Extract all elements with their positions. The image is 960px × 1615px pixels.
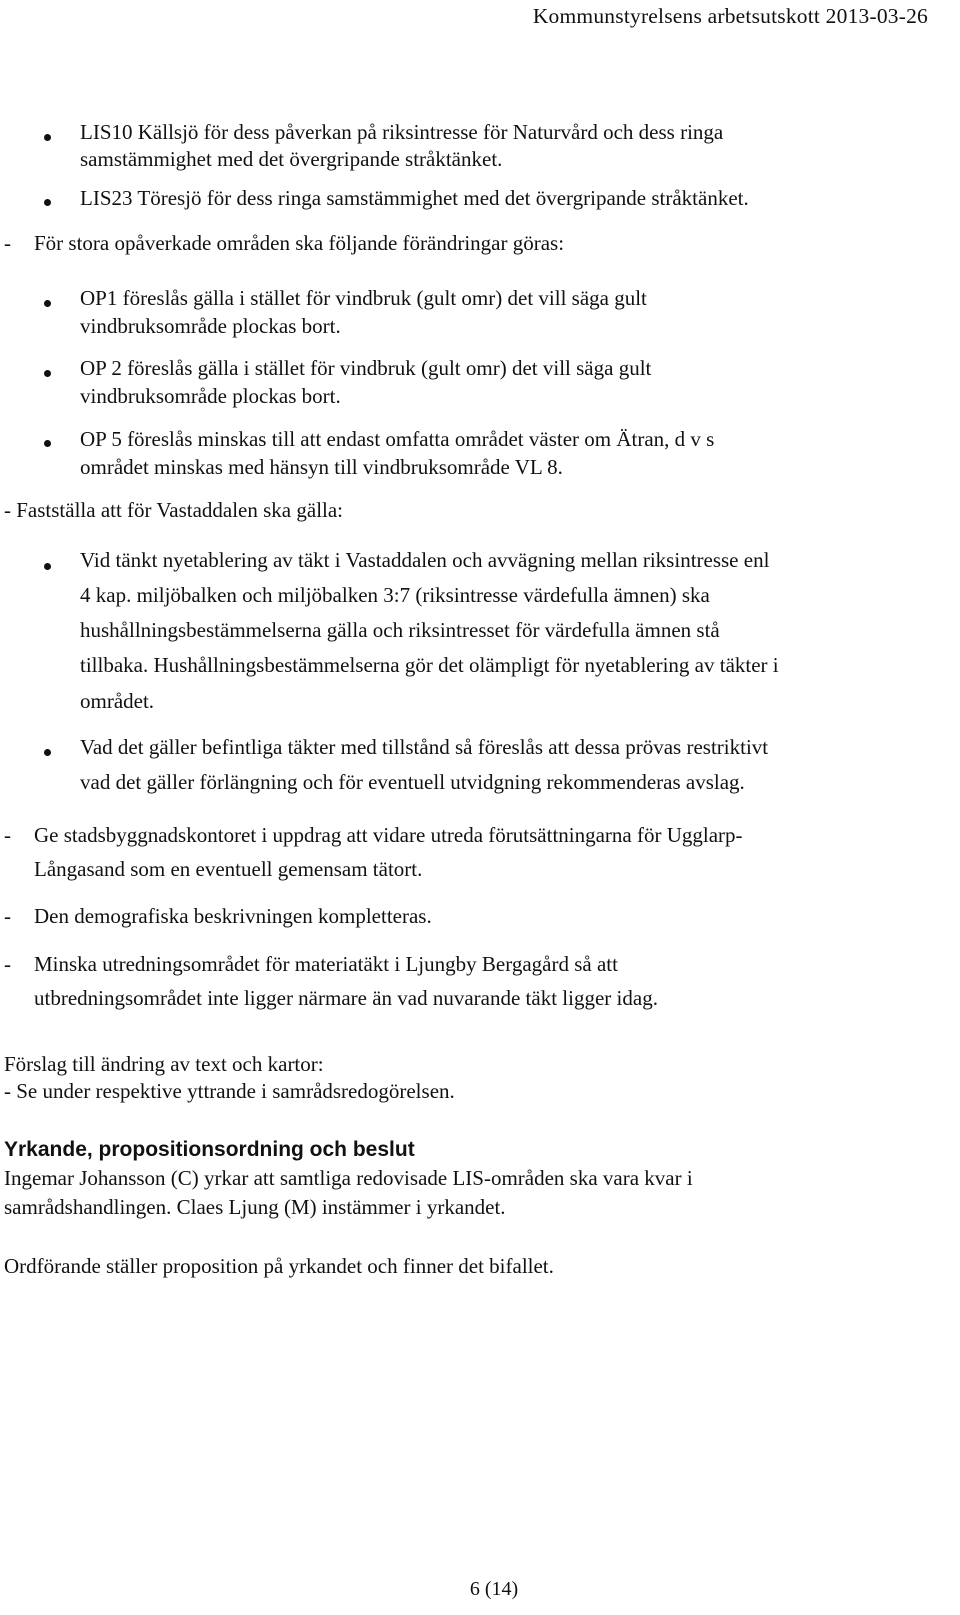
section-intro: - Fastställa att för Vastaddalen ska gälla: bbox=[4, 498, 344, 522]
paragraph-line: samrådshandlingen. Claes Ljung (M) instämmer i yrkandet. bbox=[4, 1195, 506, 1219]
bullet-icon bbox=[44, 749, 51, 756]
list-item-line: vindbruksområde plockas bort. bbox=[80, 384, 341, 408]
proposal-title: Förslag till ändring av text och kartor: bbox=[4, 1052, 324, 1076]
list-item-line: OP 5 föreslås minskas till att endast omfatta området väster om Ätran, d v s bbox=[80, 427, 715, 451]
list-item-line: tillbaka. Hushållningsbestämmelserna gör det olämpligt för nyetablering av täkter i bbox=[80, 653, 779, 677]
list-item-line: vindbruksområde plockas bort. bbox=[80, 314, 341, 338]
list-item-line: Vad det gäller befintliga täkter med tillstånd så föreslås att dessa prövas restriktivt bbox=[80, 735, 769, 759]
bullet-icon bbox=[44, 300, 51, 307]
list-item-line: OP 2 föreslås gälla i stället för vindbruk (gult omr) det vill säga gult bbox=[80, 356, 652, 380]
dash-marker: - bbox=[4, 823, 11, 847]
bullet-icon bbox=[44, 370, 51, 377]
list-item-line: samstämmighet med det övergripande stråktänket. bbox=[80, 147, 503, 171]
list-item-line: hushållningsbestämmelserna gälla och riksintresset för värdefulla ämnen stå bbox=[80, 618, 720, 642]
bullet-icon bbox=[44, 440, 51, 447]
list-item-line: området. bbox=[80, 689, 155, 713]
section-intro: För stora opåverkade områden ska följande förändringar göras: bbox=[34, 231, 565, 255]
list-item-line: Ge stadsbyggnadskontoret i uppdrag att vidare utreda förutsättningarna för Ugglarp- bbox=[34, 823, 743, 847]
list-item-line: Minska utredningsområdet för materiatäkt i Ljungby Bergagård så att bbox=[34, 952, 618, 976]
list-item-line: Vid tänkt nyetablering av täkt i Vastaddalen och avvägning mellan riksintresse enl bbox=[80, 548, 770, 572]
section-heading: Yrkande, propositionsordning och beslut bbox=[4, 1138, 415, 1161]
list-item-line: utbredningsområdet inte ligger närmare än vad nuvarande täkt ligger idag. bbox=[34, 986, 658, 1010]
list-item-line: Långasand som en eventuell gemensam tätort. bbox=[34, 857, 423, 881]
dash-marker: - bbox=[4, 952, 11, 976]
dash-marker: - bbox=[4, 231, 11, 255]
list-item-line: vad det gäller förlängning och för eventuell utvidgning rekommenderas avslag. bbox=[80, 770, 745, 794]
page-header: Kommunstyrelsens arbetsutskott 2013-03-26 bbox=[532, 4, 928, 28]
page-number: 6 (14) bbox=[469, 1578, 519, 1600]
list-item-line: Den demografiska beskrivningen kompletteras. bbox=[34, 904, 432, 928]
list-item-line: 4 kap. miljöbalken och miljöbalken 3:7 (riksintresse värdefulla ämnen) ska bbox=[80, 583, 710, 607]
proposal-item: - Se under respektive yttrande i samrådsredogörelsen. bbox=[4, 1079, 455, 1103]
bullet-icon bbox=[44, 199, 51, 206]
paragraph-line: Ingemar Johansson (C) yrkar att samtliga redovisade LIS-områden ska vara kvar i bbox=[4, 1166, 693, 1190]
paragraph-line: Ordförande ställer proposition på yrkandet och finner det bifallet. bbox=[4, 1254, 554, 1278]
bullet-icon bbox=[44, 563, 51, 570]
dash-marker: - bbox=[4, 904, 11, 928]
list-item-line: LIS10 Källsjö för dess påverkan på riksintresse för Naturvård och dess ringa bbox=[80, 120, 724, 144]
bullet-icon bbox=[44, 134, 51, 141]
list-item-line: OP1 föreslås gälla i stället för vindbruk (gult omr) det vill säga gult bbox=[80, 286, 647, 310]
list-item-line: området minskas med hänsyn till vindbruksområde VL 8. bbox=[80, 455, 563, 479]
list-item-line: LIS23 Töresjö för dess ringa samstämmighet med det övergripande stråktänket. bbox=[80, 186, 749, 210]
